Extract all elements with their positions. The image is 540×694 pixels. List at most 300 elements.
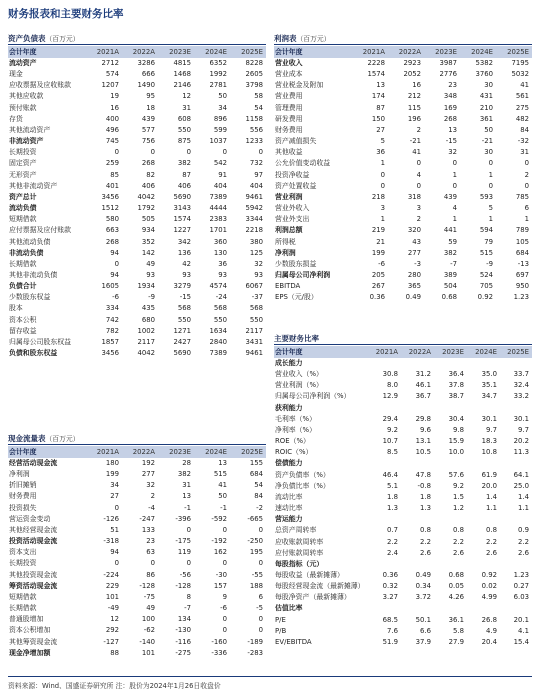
value-cell: 212 <box>407 92 421 101</box>
value-cell: 3143 <box>173 204 191 213</box>
value-cell: 25.0 <box>513 481 529 490</box>
value-cell: 1 <box>380 159 385 168</box>
value-cell <box>500 514 532 525</box>
value-cell: 18.3 <box>481 437 497 446</box>
table-row <box>274 281 532 292</box>
value-cell: 10.8 <box>481 448 497 457</box>
header-label-cell: 会计年度 <box>274 346 368 358</box>
value-cell: 0.32 <box>382 582 398 591</box>
value-cell: -21 <box>409 137 421 146</box>
table-row <box>8 469 266 480</box>
value-cell: 54 <box>254 481 263 490</box>
value-cell: 49 <box>146 259 155 268</box>
value-cell: 3279 <box>173 282 191 291</box>
value-cell: 7195 <box>511 59 529 67</box>
value-cell: 401 <box>105 181 119 190</box>
value-cell: 0 <box>452 181 457 190</box>
value-cell <box>368 559 401 570</box>
value-cell: 9.7 <box>518 425 529 434</box>
value-cell <box>401 403 434 414</box>
table-row <box>274 470 532 481</box>
value-cell: 64.1 <box>513 470 529 479</box>
value-cell: 4.1 <box>518 626 529 635</box>
row-label-cell: 少数股东权益 <box>9 293 51 302</box>
table-row <box>8 514 266 525</box>
value-cell: 93 <box>254 270 263 279</box>
value-cell: 101 <box>141 648 155 657</box>
header-year-cell: 2023E <box>158 446 194 458</box>
value-cell: 0 <box>524 181 529 190</box>
table-row <box>274 181 532 192</box>
row-label-cell: 总资产周转率 <box>275 526 317 535</box>
value-cell <box>368 603 401 614</box>
value-cell: 5690 <box>173 349 191 358</box>
value-cell: -318 <box>103 537 119 546</box>
value-cell: -592 <box>211 514 227 523</box>
table-row <box>274 380 532 391</box>
value-cell <box>467 603 500 614</box>
row-label-cell: 每股净资产（最新摊薄） <box>275 593 351 602</box>
value-cell: 20.2 <box>513 437 529 446</box>
table-row <box>8 181 266 192</box>
value-cell <box>368 458 401 469</box>
table-row <box>274 391 532 402</box>
table-row <box>274 358 532 369</box>
row-label-cell: 资产负债率（%） <box>275 470 330 479</box>
value-cell: 9461 <box>245 192 263 201</box>
value-cell: -9 <box>148 293 155 302</box>
value-cell: 50 <box>484 125 493 134</box>
value-cell: 2383 <box>209 215 227 224</box>
value-cell: 0.34 <box>415 582 431 591</box>
table-row <box>274 581 532 592</box>
value-cell: 32.4 <box>513 381 529 390</box>
table-row <box>274 548 532 559</box>
row-label-cell: 资产处置收益 <box>275 181 317 190</box>
balance-sheet-table <box>8 46 266 359</box>
value-cell: 2228 <box>367 59 385 67</box>
row-label-cell: 短期借款 <box>9 215 37 224</box>
value-cell: 0 <box>222 525 227 534</box>
value-cell: 3.27 <box>382 593 398 602</box>
value-cell: 1512 <box>101 204 119 213</box>
value-cell: 63 <box>146 548 155 557</box>
row-label-cell: 财务费用 <box>9 492 37 501</box>
value-cell: 229 <box>105 581 119 590</box>
value-cell <box>434 358 467 369</box>
value-cell: 267 <box>371 282 385 291</box>
value-cell: 15.4 <box>513 637 529 646</box>
value-cell: 12 <box>182 92 191 101</box>
value-cell: 4574 <box>209 282 227 291</box>
value-cell: 0.49 <box>415 570 431 579</box>
value-cell: 334 <box>105 304 119 313</box>
value-cell: 666 <box>141 70 155 79</box>
value-cell: 4.9 <box>486 626 497 635</box>
value-cell: 33.7 <box>513 370 529 379</box>
value-cell: 41 <box>412 148 421 157</box>
value-cell: 6.6 <box>420 626 431 635</box>
value-cell: 1 <box>452 170 457 179</box>
value-cell: 29.4 <box>382 414 398 423</box>
row-label-cell: 其他投资现金流 <box>9 570 58 579</box>
value-cell: 35.0 <box>481 370 497 379</box>
value-cell: 36 <box>218 259 227 268</box>
value-cell: 125 <box>249 248 263 257</box>
value-cell: -32 <box>517 137 529 146</box>
value-cell: 174 <box>371 92 385 101</box>
header-year-cell: 2025E <box>230 46 266 58</box>
table-row <box>8 614 266 625</box>
table-row <box>8 170 266 181</box>
value-cell: 1.5 <box>453 492 464 501</box>
value-cell: 2781 <box>209 81 227 90</box>
value-cell: 36.4 <box>448 370 464 379</box>
value-cell: -336 <box>211 648 227 657</box>
table-row <box>8 491 266 502</box>
value-cell: 1 <box>524 215 529 224</box>
value-cell: 23 <box>448 81 457 90</box>
row-label-cell: 资本公积 <box>9 315 37 324</box>
value-cell: 599 <box>213 125 227 134</box>
row-label-cell: 速动比率 <box>275 504 303 513</box>
value-cell: 41 <box>520 81 529 90</box>
value-cell: -247 <box>139 514 155 523</box>
value-cell: 1.3 <box>387 504 398 513</box>
value-cell: 0 <box>114 148 119 157</box>
table-row <box>8 114 266 125</box>
value-cell: 0 <box>258 615 263 624</box>
value-cell: 94 <box>110 270 119 279</box>
value-cell: 195 <box>249 548 263 557</box>
value-cell: 1.4 <box>486 492 497 501</box>
table-row <box>274 58 532 69</box>
table-row <box>274 603 532 614</box>
value-cell: 0.8 <box>420 526 431 535</box>
value-cell: -6 <box>112 293 119 302</box>
header-year-cell: 2021A <box>368 346 401 358</box>
value-cell: 1.2 <box>453 504 464 513</box>
value-cell: 84 <box>520 125 529 134</box>
row-label-cell: 流动比率 <box>275 492 303 501</box>
table-row <box>274 637 532 648</box>
value-cell: -55 <box>251 570 263 579</box>
value-cell: -189 <box>247 637 263 646</box>
value-cell: 2712 <box>101 59 119 67</box>
value-cell: -192 <box>211 537 227 546</box>
value-cell: 268 <box>141 159 155 168</box>
value-cell: 2.2 <box>387 537 398 546</box>
value-cell: 1233 <box>245 137 263 146</box>
value-cell: -665 <box>247 514 263 523</box>
value-cell: -250 <box>247 537 263 546</box>
value-cell: 196 <box>407 114 421 123</box>
value-cell: 365 <box>407 282 421 291</box>
row-label-cell: 净负债比率（%） <box>275 481 330 490</box>
value-cell: -7 <box>184 604 191 613</box>
value-cell: 93 <box>146 270 155 279</box>
value-cell: 2.2 <box>420 537 431 546</box>
value-cell: 6067 <box>245 282 263 291</box>
value-cell: 505 <box>141 215 155 224</box>
value-cell: 542 <box>213 159 227 168</box>
row-label-cell: 投资活动现金流 <box>9 537 58 546</box>
value-cell: 4 <box>416 170 421 179</box>
value-cell: 268 <box>443 114 457 123</box>
table-row <box>274 114 532 125</box>
value-cell: -15 <box>445 137 457 146</box>
value-cell: 382 <box>443 248 457 257</box>
value-cell: 9.7 <box>486 425 497 434</box>
row-label-cell: 折旧摊销 <box>9 481 37 490</box>
value-cell: 19 <box>110 92 119 101</box>
value-cell: 439 <box>443 192 457 201</box>
value-cell: 259 <box>105 159 119 168</box>
header-label-cell: 会计年度 <box>8 446 86 458</box>
table-row <box>274 403 532 414</box>
table-row <box>274 458 532 469</box>
value-cell: 1271 <box>173 326 191 335</box>
value-cell: 219 <box>371 226 385 235</box>
value-cell: -62 <box>143 626 155 635</box>
row-label-cell: 负债和股东权益 <box>9 349 58 358</box>
value-cell: 88 <box>110 648 119 657</box>
row-label-cell: 其他收益 <box>275 148 303 157</box>
value-cell: 34 <box>218 103 227 112</box>
row-label-cell: EV/EBITDA <box>275 637 312 646</box>
row-label-cell: 现金 <box>9 70 23 79</box>
value-cell: 2117 <box>137 337 155 346</box>
row-label-cell: 管理费用 <box>275 103 303 112</box>
row-label-cell: 长期投资 <box>9 148 37 157</box>
ratios-title <box>274 333 532 344</box>
income-statement-title <box>274 33 532 44</box>
row-label-cell: 其他应收款 <box>9 92 44 101</box>
value-cell: 12.9 <box>382 392 398 401</box>
value-cell: 2776 <box>439 70 457 79</box>
value-cell: 49 <box>146 604 155 613</box>
value-cell: 1.8 <box>387 492 398 501</box>
value-cell: 58 <box>254 92 263 101</box>
row-label-cell: 营业利润（%） <box>275 381 323 390</box>
value-cell: 7.6 <box>387 626 398 635</box>
header-year-cell: 2025E <box>500 346 532 358</box>
table-row <box>8 337 266 348</box>
table-row <box>274 615 532 626</box>
value-cell: 68.5 <box>382 615 398 624</box>
row-label-cell: 其他经营现金流 <box>9 525 58 534</box>
value-cell: 756 <box>141 137 155 146</box>
value-cell: 0 <box>380 170 385 179</box>
value-cell: 1.1 <box>486 504 497 513</box>
header-label-cell: 会计年度 <box>8 46 86 58</box>
value-cell: 93 <box>218 270 227 279</box>
table-row <box>274 570 532 581</box>
table-row <box>8 648 266 659</box>
value-cell: 0 <box>258 148 263 157</box>
row-label-cell: 公允价值变动收益 <box>275 159 331 168</box>
row-label-cell: 留存收益 <box>9 326 37 335</box>
value-cell: 205 <box>371 270 385 279</box>
row-label-cell: 其他流动负债 <box>9 237 51 246</box>
value-cell: 1158 <box>245 114 263 123</box>
row-label-cell: 营业费用 <box>275 92 303 101</box>
table-row <box>8 158 266 169</box>
table-row <box>274 225 532 236</box>
value-cell: 23 <box>146 537 155 546</box>
value-cell: 594 <box>479 226 493 235</box>
table-row <box>8 480 266 491</box>
value-cell: 3286 <box>137 59 155 67</box>
table-header-row <box>8 446 266 458</box>
row-label-cell: 经营活动现金流 <box>9 459 58 467</box>
value-cell: 6.03 <box>513 593 529 602</box>
footer-divider <box>8 676 532 677</box>
value-cell: 13 <box>448 125 457 134</box>
value-cell: 277 <box>407 248 421 257</box>
table-row <box>8 581 266 592</box>
value-cell: 37.8 <box>448 381 464 390</box>
row-label-cell: 每股指标（元） <box>275 559 324 568</box>
value-cell: 29.8 <box>415 414 431 423</box>
value-cell: 0.9 <box>518 526 529 535</box>
value-cell: 134 <box>177 615 191 624</box>
value-cell: 0.8 <box>486 526 497 535</box>
value-cell: 496 <box>105 125 119 134</box>
row-label-cell: 营业收入 <box>275 59 303 67</box>
row-label-cell: 营业外支出 <box>275 215 310 224</box>
value-cell: 0 <box>150 148 155 157</box>
value-cell: 18 <box>146 103 155 112</box>
value-cell: 34.7 <box>481 392 497 401</box>
table-row <box>274 425 532 436</box>
value-cell: 86 <box>146 570 155 579</box>
row-label-cell: 现金净增加额 <box>9 648 51 657</box>
row-label-cell: 应收账款周转率 <box>275 537 324 546</box>
table-row <box>8 192 266 203</box>
value-cell: -49 <box>107 604 119 613</box>
row-label-cell: 成长能力 <box>275 359 303 367</box>
value-cell: 361 <box>479 114 493 123</box>
value-cell: 30 <box>484 148 493 157</box>
value-cell: 87 <box>376 103 385 112</box>
value-cell: 342 <box>177 237 191 246</box>
value-cell: 5 <box>380 137 385 146</box>
value-cell: 3344 <box>245 215 263 224</box>
value-cell: 9 <box>222 592 227 601</box>
table-row <box>8 592 266 603</box>
value-cell <box>500 458 532 469</box>
row-label-cell: 研发费用 <box>275 114 303 123</box>
value-cell: 431 <box>479 92 493 101</box>
value-cell: 157 <box>213 581 227 590</box>
value-cell: 16 <box>412 81 421 90</box>
value-cell: 61.9 <box>481 470 497 479</box>
table-row <box>8 348 266 359</box>
value-cell: 574 <box>105 70 119 79</box>
table-row <box>274 592 532 603</box>
header-year-cell: 2022A <box>122 46 158 58</box>
value-cell: 0 <box>258 525 263 534</box>
value-cell: 2427 <box>173 337 191 346</box>
value-cell <box>434 458 467 469</box>
value-cell: 4815 <box>173 59 191 67</box>
value-cell: 352 <box>141 237 155 246</box>
value-cell: 95 <box>146 92 155 101</box>
value-cell: 27 <box>110 492 119 501</box>
table-row <box>8 203 266 214</box>
row-label-cell: P/B <box>275 626 287 635</box>
row-label-cell: 长期投资 <box>9 559 37 568</box>
value-cell: 7389 <box>209 349 227 358</box>
value-cell: -275 <box>175 648 191 657</box>
value-cell: 5032 <box>511 70 529 79</box>
value-cell: 199 <box>371 248 385 257</box>
value-cell: 27 <box>376 125 385 134</box>
row-label-cell: 营业利润 <box>275 192 303 201</box>
value-cell: 50 <box>218 492 227 501</box>
row-label-cell: 财务费用 <box>275 125 303 134</box>
value-cell: -4 <box>148 503 155 512</box>
table-row <box>274 626 532 637</box>
row-label-cell: 短期借款 <box>9 592 37 601</box>
row-label-cell: 固定资产 <box>9 159 37 168</box>
row-label-cell: 投资净收益 <box>275 170 310 179</box>
value-cell: 875 <box>177 137 191 146</box>
value-cell: 97 <box>254 170 263 179</box>
value-cell <box>467 358 500 369</box>
header-year-cell: 2025E <box>496 46 532 58</box>
value-cell: 2 <box>416 215 421 224</box>
value-cell: 34 <box>110 481 119 490</box>
value-cell: 12 <box>110 615 119 624</box>
value-cell: 0 <box>258 559 263 568</box>
value-cell: 435 <box>141 304 155 313</box>
value-cell: 188 <box>249 581 263 590</box>
value-cell: 0 <box>258 626 263 635</box>
value-cell: 360 <box>213 237 227 246</box>
value-cell: 30.8 <box>382 370 398 379</box>
row-label-cell: 其他非流动负债 <box>9 270 58 279</box>
value-cell: 2923 <box>403 59 421 67</box>
value-cell: -15 <box>179 293 191 302</box>
value-cell <box>467 559 500 570</box>
table-row <box>274 91 532 102</box>
value-cell: -1 <box>220 503 227 512</box>
value-cell: 1.8 <box>420 492 431 501</box>
table-row <box>8 558 266 569</box>
value-cell <box>434 514 467 525</box>
value-cell: 3456 <box>101 349 119 358</box>
value-cell: 46.1 <box>415 381 431 390</box>
value-cell: -224 <box>103 570 119 579</box>
value-cell: 1 <box>488 215 493 224</box>
value-cell <box>368 358 401 369</box>
value-cell: 0 <box>114 503 119 512</box>
value-cell: 16 <box>110 103 119 112</box>
row-label-cell: 净利润 <box>9 470 30 479</box>
value-cell: 50.1 <box>415 615 431 624</box>
value-cell <box>434 603 467 614</box>
value-cell: 51.9 <box>382 637 398 646</box>
row-label-cell: 利润总额 <box>275 226 303 235</box>
value-cell: -6 <box>378 259 385 268</box>
value-cell: 4444 <box>209 204 227 213</box>
value-cell <box>467 458 500 469</box>
value-cell: 6 <box>258 592 263 601</box>
value-cell: 15.9 <box>448 437 464 446</box>
table-row <box>274 158 532 169</box>
